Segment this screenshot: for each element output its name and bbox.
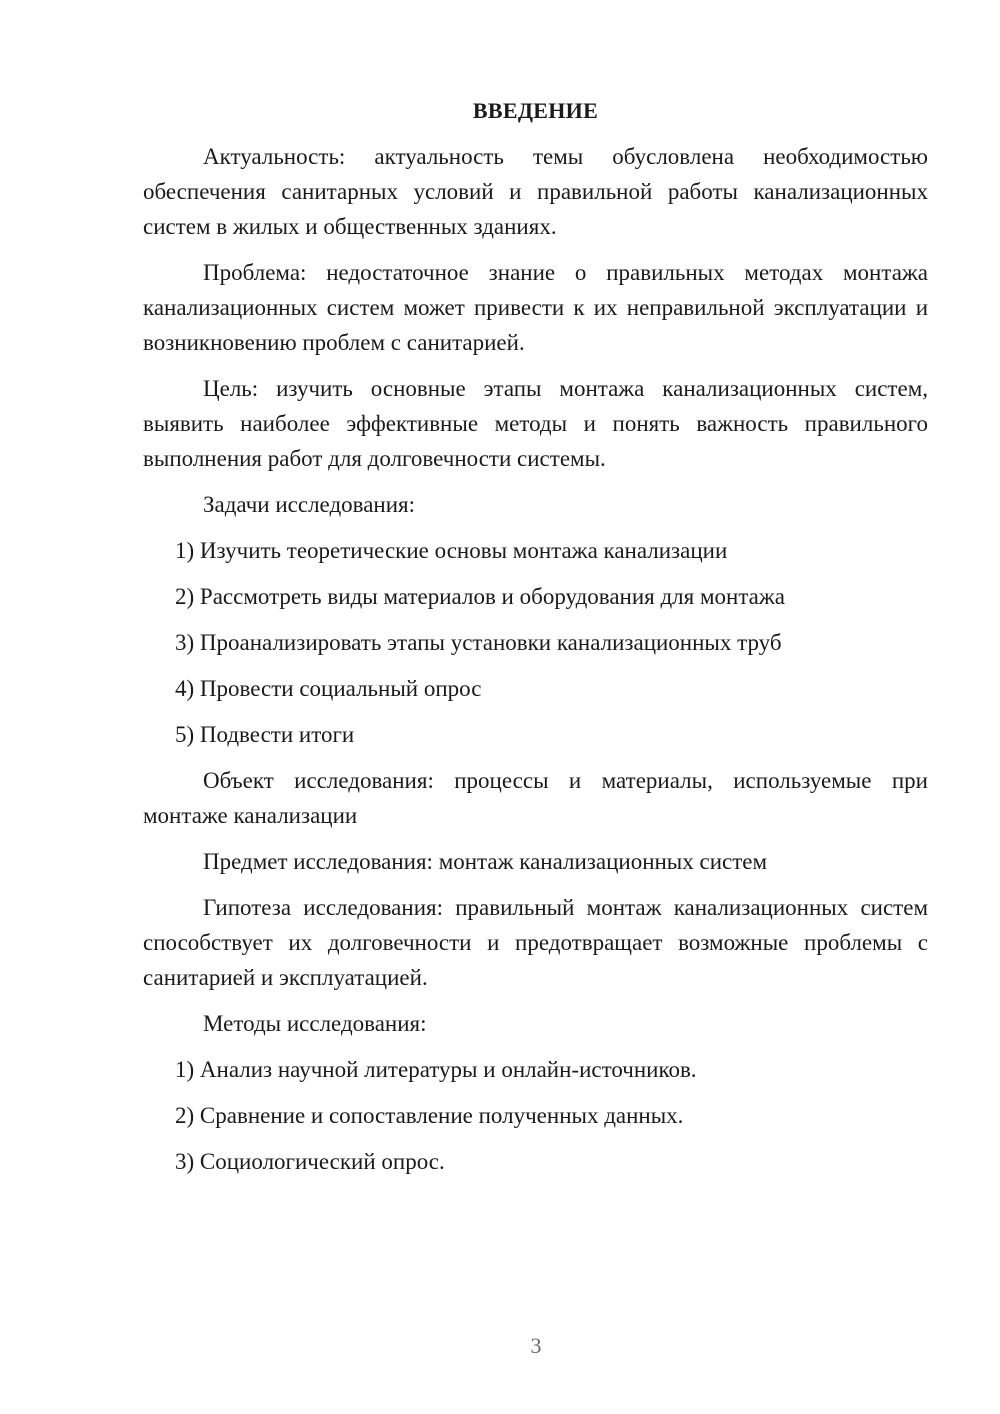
list-item: 2) Сравнение и сопоставление полученных данных.	[175, 1103, 684, 1128]
list-item: 4) Провести социальный опрос	[175, 676, 482, 701]
methods-heading: Методы исследования:	[203, 1011, 427, 1036]
methods-list	[143, 1052, 928, 1179]
page-content	[143, 96, 928, 1190]
page-title: ВВЕДЕНИЕ	[472, 98, 599, 123]
list-item: 1) Изучить теоретические основы монтажа канализации	[175, 538, 728, 563]
hypothesis-paragraph: Гипотеза исследования: правильный монтаж канализационных систем способствует их долговечности и предотвращает возможные проблемы с санитарией и эксплуатацией.	[143, 895, 928, 990]
list-item: 1) Анализ научной литературы и онлайн-источников.	[175, 1057, 697, 1082]
subject-paragraph: Предмет исследования: монтаж канализационных систем	[203, 849, 768, 874]
list-item: 2) Рассмотреть виды материалов и оборудования для монтажа	[175, 584, 785, 609]
relevance-paragraph: Актуальность: актуальность темы обусловлена необходимостью обеспечения санитарных условий и правильной работы канализационных систем в жилых и общественных зданиях.	[143, 144, 928, 239]
tasks-list	[143, 533, 928, 752]
tasks-heading: Задачи исследования:	[203, 492, 416, 517]
goal-paragraph: Цель: изучить основные этапы монтажа канализационных систем, выявить наиболее эффективные методы и понять важность правильного выполнения работ для долговечности системы.	[143, 376, 928, 471]
problem-paragraph: Проблема: недостаточное знание о правильных методах монтажа канализационных систем может привести к их неправильной эксплуатации и возникновению проблем с санитарией.	[143, 260, 928, 355]
page-number: 3	[530, 1333, 542, 1358]
object-paragraph: Объект исследования: процессы и материалы, используемые при монтаже канализации	[143, 768, 928, 828]
list-item: 3) Проанализировать этапы установки канализационных труб	[175, 630, 782, 655]
list-item: 5) Подвести итоги	[175, 722, 355, 747]
list-item: 3) Социологический опрос.	[175, 1149, 445, 1174]
